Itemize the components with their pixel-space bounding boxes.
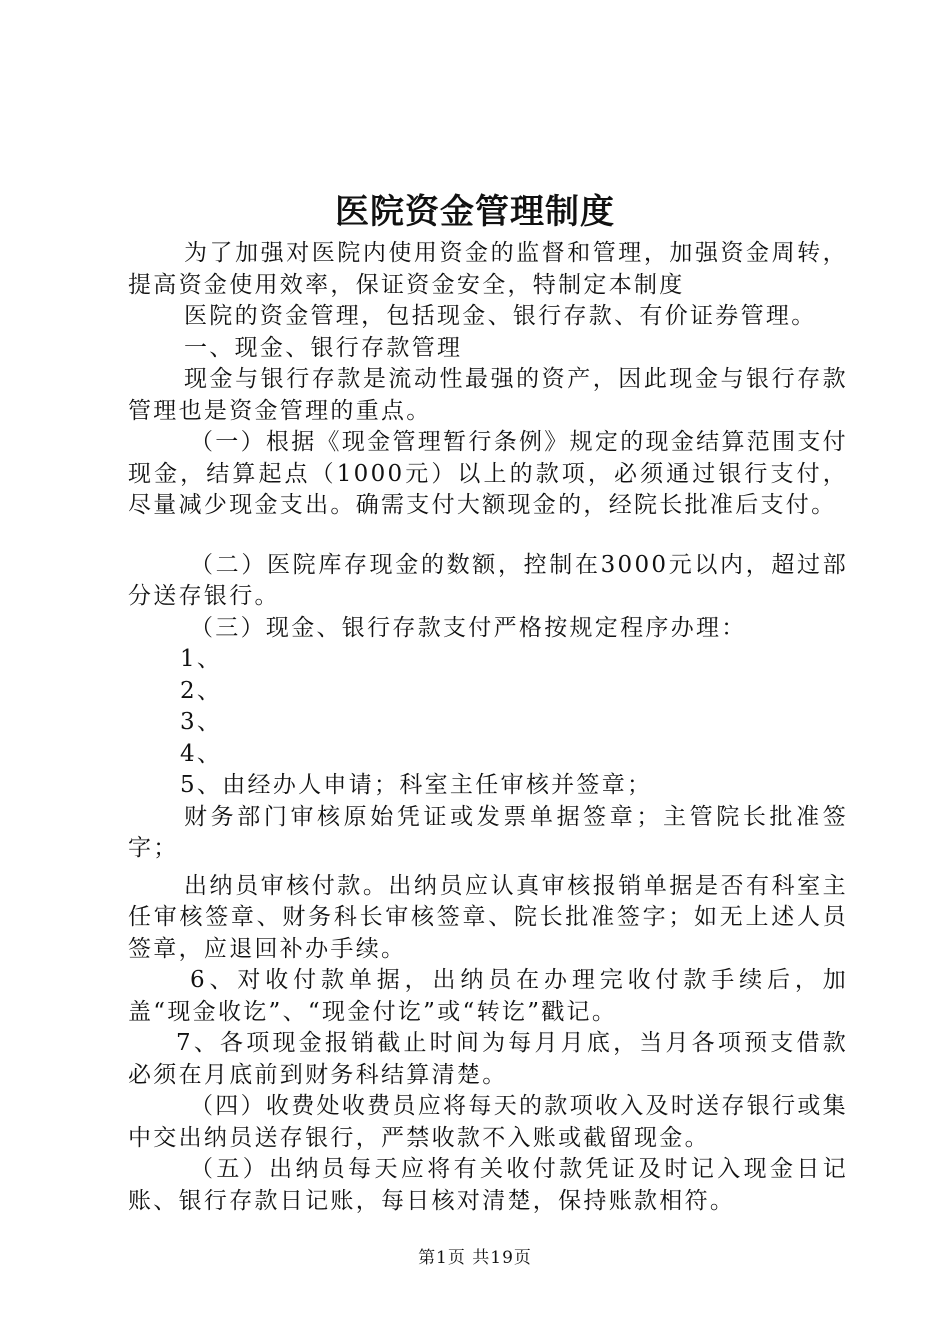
clause-3-paragraph: （三）现金、银行存款支付严格按规定程序办理： bbox=[190, 614, 747, 641]
scope-paragraph: 医院的资金管理，包括现金、银行存款、有价证券管理。 bbox=[184, 303, 817, 329]
document-title: 医院资金管理制度 bbox=[335, 192, 615, 232]
item-6-paragraph: 6、对收付款单据，出纳员在办理完收付款手续后，加盖“现金收讫”、“现金付讫”或“转讫”戳记。 bbox=[128, 967, 848, 1025]
page-footer: 第1页 共19页 bbox=[418, 1248, 532, 1268]
finance-review-paragraph: 财务部门审核原始凭证或发票单据签章；主管院长批准签字； bbox=[128, 803, 848, 861]
document-body bbox=[128, 238, 848, 1217]
clause-5-paragraph: （五）出纳员每天应将有关收付款凭证及时记入现金日记账、银行存款日记账，每日核对清楚，保持账款相符。 bbox=[128, 1156, 848, 1214]
clause-4-paragraph: （四）收费处收费员应将每天的款项收入及时送存银行或集中交出纳员送存银行，严禁收款不入账或截留现金。 bbox=[128, 1093, 848, 1151]
intro-paragraph: 为了加强对医院内使用资金的监督和管理，加强资金周转，提高资金使用效率，保证资金安全，特制定本制度 bbox=[128, 240, 848, 298]
cashier-review-paragraph: 出纳员审核付款。出纳员应认真审核报销单据是否有科室主任审核签章、财务科长审核签章、院长批准签字；如无上述人员签章，应退回补办手续。 bbox=[128, 872, 848, 962]
blank-line bbox=[128, 522, 848, 550]
list-item-3: 3、 bbox=[180, 709, 223, 735]
list-item-2: 2、 bbox=[180, 677, 223, 704]
list-item-5: 5、由经办人申请；科室主任审核并签章； bbox=[180, 772, 653, 798]
clause-1-paragraph: （一）根据《现金管理暂行条例》规定的现金结算范围支付现金，结算起点（1000元）以上的款项，必须通过银行支付，尽量减少现金支出。确需支付大额现金的，经院长批准后支付。 bbox=[128, 429, 848, 518]
section-heading-cash-bank: 一、现金、银行存款管理 bbox=[184, 334, 463, 361]
list-item-1: 1、 bbox=[180, 646, 223, 672]
clause-2-paragraph: （二）医院库存现金的数额，控制在3000元以内，超过部分送存银行。 bbox=[128, 551, 848, 609]
cash-bank-paragraph: 现金与银行存款是流动性最强的资产，因此现金与银行存款管理也是资金管理的重点。 bbox=[128, 366, 848, 424]
item-7-paragraph: 7、各项现金报销截止时间为每月月底，当月各项预支借款必须在月底前到财务科结算清楚。 bbox=[128, 1030, 848, 1088]
list-item-4: 4、 bbox=[180, 740, 223, 767]
